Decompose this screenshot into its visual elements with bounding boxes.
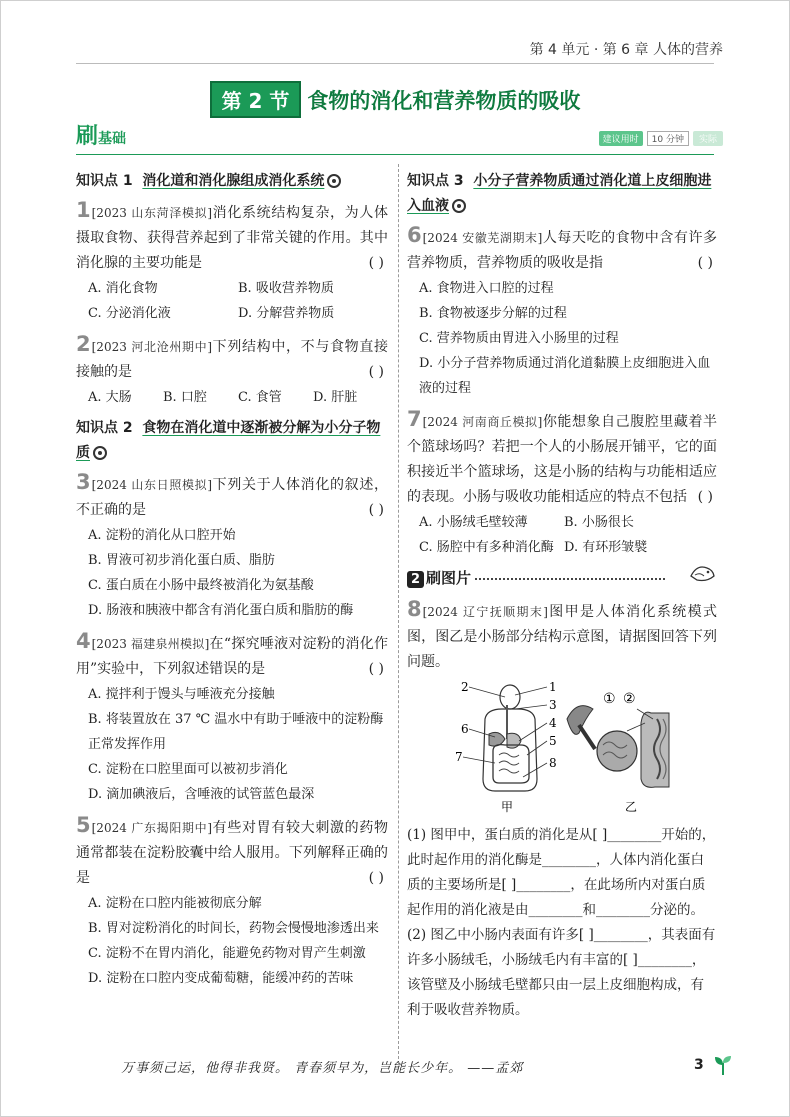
target-icon bbox=[452, 199, 466, 213]
time-label-actual: 实际 bbox=[693, 131, 723, 146]
bird-icon bbox=[687, 562, 717, 584]
option[interactable]: A. 淀粉在口腔内能被彻底分解 bbox=[88, 896, 262, 911]
option[interactable]: C. 食管 bbox=[238, 390, 282, 405]
question-2: 2[2023 河北沧州期中]下列结构中，不与食物直接接触的是 ( ) A. 大肠 B. 口腔 C. 食管 D. 肝脏 bbox=[76, 332, 388, 410]
header-rule bbox=[76, 63, 714, 64]
fig-circle-label: ② bbox=[623, 691, 636, 707]
option[interactable]: A. 小肠绒毛壁较薄 bbox=[419, 515, 528, 530]
option[interactable]: B. 胃对淀粉消化的时间长，药物会慢慢地渗透出来 bbox=[88, 921, 379, 936]
fig-label: 7 bbox=[455, 750, 463, 764]
fig-label: 6 bbox=[461, 722, 469, 736]
digestive-system-figure bbox=[407, 679, 717, 819]
option[interactable]: D. 滴加碘液后，含唾液的试管蓝色最深 bbox=[88, 787, 315, 802]
top-rule bbox=[76, 154, 714, 155]
option[interactable]: A. 搅拌利于馒头与唾液充分接触 bbox=[88, 687, 275, 702]
left-column bbox=[76, 169, 388, 997]
target-icon bbox=[327, 174, 341, 188]
option[interactable]: D. 有环形皱襞 bbox=[564, 540, 648, 555]
fig-label: 3 bbox=[549, 698, 557, 712]
question-5: 5[2024 广东揭阳期中]有些对胃有较大刺激的药物通常都装在淀粉胶囊中给人服用。下列解释正确的是 ( ) A. 淀粉在口腔内能被彻底分解 B. 胃对淀粉消化的时间长，药物会慢慢地渗透出来 C. 淀粉不在胃内消化，能避免药物对胃产生刺激 D. 淀粉在口腔内变成葡萄糖，能缓冲药的苦味 bbox=[76, 813, 388, 991]
right-column bbox=[407, 169, 717, 1029]
question-3: 3[2024 山东日照模拟]下列关于人体消化的叙述，不正确的是 ( ) A. 淀粉的消化从口腔开始 B. 胃液可初步消化蛋白质、脂肪 C. 蛋白质在小肠中最终被消化为氨基酸 D. 肠液和胰液中都含有消化蛋白质和脂肪的酶 bbox=[76, 470, 388, 623]
fig-label: 4 bbox=[549, 716, 557, 730]
question-8: 8[2024 辽宁抚顺期末]图甲是人体消化系统模式图，图乙是小肠部分结构示意图，请据图回答下列问题。 2 1 3 6 4 5 7 8 甲 ① ② 乙 (1) 图甲中，蛋白质的消化是从[ ]________开始的，此时起作用的消化酶是________，人体内消化蛋白质的主要场所是[ ]________，在此场所内对蛋白质起作用的消化液是由________和________分泌的。 (2) 图乙中小肠内表面有许多[ ]________，其表面有许多小肠绒毛，小肠绒毛内有丰富的[ ]________，该管壁及小肠绒毛壁都只由一层上皮细胞构成，有利于吸收营养物质。 bbox=[407, 597, 717, 1023]
dotted-rule bbox=[475, 578, 665, 580]
figure-svg bbox=[407, 679, 717, 819]
figure-caption-b: 乙 bbox=[625, 800, 638, 814]
question-1: 1[2023 山东菏泽模拟]消化系统结构复杂，为人体摄取食物、获得营养起到了非常关键的作用。其中消化腺的主要功能是 ( ) A. 消化食物 B. 吸收营养物质 C. 分泌消化液 D. 分解营养物质 bbox=[76, 198, 388, 326]
option[interactable]: B. 食物被逐步分解的过程 bbox=[419, 306, 567, 321]
column-divider bbox=[398, 164, 399, 1064]
option[interactable]: C. 分泌消化液 bbox=[88, 306, 171, 321]
knowledge-point-2: 知识点 2 食物在消化道中逐渐被分解为小分子物质 bbox=[76, 420, 381, 461]
option[interactable]: A. 食物进入口腔的过程 bbox=[419, 281, 554, 296]
option[interactable]: B. 胃液可初步消化蛋白质、脂肪 bbox=[88, 553, 275, 568]
time-value: 10 分钟 bbox=[647, 131, 689, 146]
sub-question-2[interactable]: (2) 图乙中小肠内表面有许多[ ]________，其表面有许多小肠绒毛，小肠绒毛内有丰富的[ ]________，该管壁及小肠绒毛壁都只由一层上皮细胞构成，有利于吸收营养物质。 bbox=[407, 927, 716, 1018]
option[interactable]: B. 口腔 bbox=[163, 390, 207, 405]
time-box bbox=[599, 131, 723, 146]
option[interactable]: C. 蛋白质在小肠中最终被消化为氨基酸 bbox=[88, 578, 314, 593]
brush-basic-logo: 刷基础 bbox=[76, 124, 127, 149]
fig-label: 1 bbox=[549, 680, 557, 694]
section-title bbox=[1, 81, 789, 118]
option[interactable]: B. 将装置放在 37 ℃ 温水中有助于唾液中的淀粉酶正常发挥作用 bbox=[88, 712, 384, 752]
option[interactable]: C. 营养物质由胃进入小肠里的过程 bbox=[419, 331, 619, 346]
time-label: 建议用时 bbox=[599, 131, 643, 146]
footer-quote: 万事须己运，他得非我贤。 青春须早为，岂能长少年。 ——孟郊 bbox=[121, 1061, 524, 1076]
option[interactable]: D. 肠液和胰液中都含有消化蛋白质和脂肪的酶 bbox=[88, 603, 354, 618]
option[interactable]: C. 肠腔中有多种消化酶 bbox=[419, 540, 554, 555]
option[interactable]: A. 淀粉的消化从口腔开始 bbox=[88, 528, 236, 543]
option[interactable]: B. 吸收营养物质 bbox=[238, 281, 334, 296]
option[interactable]: C. 淀粉在口腔里面可以被初步消化 bbox=[88, 762, 288, 777]
option[interactable]: D. 淀粉在口腔内变成葡萄糖，能缓冲药的苦味 bbox=[88, 971, 354, 986]
brush-picture-heading: 2 刷图片 bbox=[407, 566, 717, 591]
question-6: 6[2024 安徽芜湖期末]人每天吃的食物中含有许多营养物质，营养物质的吸收是指 ( ) A. 食物进入口腔的过程 B. 食物被逐步分解的过程 C. 营养物质由胃进入小肠里的过程 D. 小分子营养物质通过消化道黏膜上皮细胞进入血液的过程 bbox=[407, 223, 717, 401]
option[interactable]: B. 小肠很长 bbox=[564, 515, 634, 530]
option[interactable]: D. 分解营养物质 bbox=[238, 306, 335, 321]
section-badge: 第 2 节 bbox=[210, 81, 302, 118]
page-number: 3 bbox=[694, 1057, 704, 1073]
header-unit: 第 4 单元 · 第 6 章 人体的营养 bbox=[529, 42, 723, 58]
option[interactable]: D. 肝脏 bbox=[313, 390, 358, 405]
figure-b bbox=[567, 706, 669, 788]
sprout-icon bbox=[711, 1053, 735, 1077]
option[interactable]: A. 大肠 bbox=[88, 390, 132, 405]
question-7: 7[2024 河南商丘模拟]你能想象自己腹腔里藏着半个篮球场吗？若把一个人的小肠展开铺平，它的面积接近半个篮球场，这是小肠的结构与功能相适应的表现。小肠与吸收功能相适应的特点不包括 ( ) A. 小肠绒毛壁较薄 B. 小肠很长 C. 肠腔中有多种消化酶 D. 有环形皱襞 bbox=[407, 407, 717, 560]
figure-a bbox=[463, 685, 547, 791]
sub-question-1[interactable]: (1) 图甲中，蛋白质的消化是从[ ]________开始的，此时起作用的消化酶是________，人体内消化蛋白质的主要场所是[ ]________，在此场所内对蛋白质起作用的消化液是由________和________分泌的。 bbox=[407, 827, 716, 918]
fig-label: 2 bbox=[461, 680, 469, 694]
option[interactable]: C. 淀粉不在胃内消化，能避免药物对胃产生刺激 bbox=[88, 946, 366, 961]
question-4: 4[2023 福建泉州模拟]在“探究唾液对淀粉的消化作用”实验中，下列叙述错误的是 ( ) A. 搅拌利于馒头与唾液充分接触 B. 将装置放在 37 ℃ 温水中有助于唾液中的淀粉酶正常发挥作用 C. 淀粉在口腔里面可以被初步消化 D. 滴加碘液后，含唾液的试管蓝色最深 bbox=[76, 629, 388, 807]
section-name: 食物的消化和营养物质的吸收 bbox=[307, 88, 581, 113]
target-icon bbox=[93, 446, 107, 460]
knowledge-point-3: 知识点 3 小分子营养物质通过消化道上皮细胞进入血液 bbox=[407, 173, 712, 214]
fig-circle-label: ① bbox=[603, 691, 616, 707]
fig-label: 5 bbox=[549, 734, 557, 748]
option[interactable]: A. 消化食物 bbox=[88, 281, 158, 296]
figure-caption-a: 甲 bbox=[501, 800, 514, 814]
knowledge-point-1: 知识点 1 消化道和消化腺组成消化系统 bbox=[76, 169, 388, 194]
fig-label: 8 bbox=[549, 756, 557, 770]
option[interactable]: D. 小分子营养物质通过消化道黏膜上皮细胞进入血液的过程 bbox=[419, 356, 711, 396]
